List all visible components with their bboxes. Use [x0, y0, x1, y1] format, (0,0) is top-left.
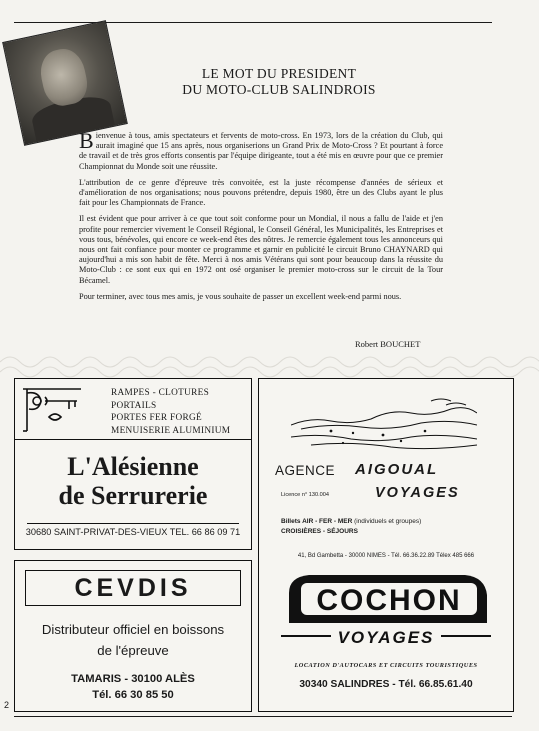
paragraph-3: Il est évident que pour arriver à ce que tout soit conforme pour un Mondial, il nous a fallu de l'aide et j'en profite pour remercier vivement le Conseil Régional, le Conseil Général, les Municipalités, les Entreprises et vous tous, bénévoles, qui encore ce week-end êtes des nôtres. Je remercie également tous les annonceurs qui nous ont fait confiance pour monter ce programme et garnir en publicité le circuit Bruno CHAYNARD qui aujourd'hui a mis son habit de fête. Merci à nos amis Vétérans qui sont pour beaucoup dans la réussite du Moto-Club : ce sont eux qui en 1972 ont osé organiser le premier moto-cross sur le circuit de la Tour Bécamel.	[79, 214, 443, 285]
cevdis-contact	[15, 671, 251, 703]
serrurerie-name-line-2: de Serrurerie	[58, 481, 208, 510]
title-line-1: LE MOT DU PRESIDENT	[201, 66, 357, 81]
cevdis-city: TAMARIS - 30100 ALÈS	[71, 673, 195, 685]
voyages-billets	[281, 517, 421, 527]
ad1-address-rule	[27, 523, 239, 524]
dropcap: B	[79, 128, 94, 153]
voyages-services	[281, 517, 421, 536]
ad-voyages	[258, 378, 514, 712]
service-item: PORTAILS	[111, 400, 157, 411]
bottom-rule	[14, 716, 512, 717]
cochon-bus-logo-icon	[275, 569, 497, 649]
serrurerie-services	[111, 387, 230, 437]
voyages-subtitle: LOCATION D'AUTOCARS ET CIRCUITS TOURISTIQUES	[294, 662, 478, 669]
ad-cevdis	[14, 560, 252, 712]
voyages-agence: AGENCE	[275, 463, 336, 478]
service-item: PORTES FER FORGÉ	[111, 413, 203, 424]
ad-serrurerie	[14, 378, 252, 550]
cochon-logo-sub: VOYAGES	[337, 628, 435, 647]
page-number: 2	[4, 700, 10, 710]
title-line-2: DU MOTO-CLUB SALINDROIS	[182, 82, 376, 97]
cevdis-phone: Tél. 66 30 85 50	[92, 689, 174, 701]
voyages-address: 41, Bd Gambetta - 30000 NIMES - Tél. 66.36.22.89 Télex 485 666	[297, 553, 475, 559]
voyages-croisieres-text: CROISIÈRES - SÉJOURS	[281, 527, 358, 535]
president-portrait-photo	[2, 20, 128, 146]
serrurerie-address: 30680 SAINT-PRIVAT-DES-VIEUX TEL. 66 86 09 71	[25, 527, 241, 537]
watermark-pattern	[0, 350, 539, 380]
top-rule	[14, 22, 492, 23]
voyages-billets-rest: (individuels et groupes)	[352, 518, 422, 525]
cochon-logo-word: COCHON	[316, 584, 462, 617]
cevdis-brand: CEVDIS	[74, 574, 192, 602]
voyages-aigoual: AIGOUAL	[355, 461, 439, 478]
cevdis-brand-box	[25, 570, 241, 606]
service-item: MENUISERIE ALUMINIUM	[111, 425, 231, 436]
cevdis-tagline-line-2: de l'épreuve	[97, 643, 169, 658]
voyages-licence: Licence n° 130.004	[281, 492, 329, 498]
paragraph-2: L'attribution de ce genre d'épreuve très convoitée, est la juste récompense d'années de sérieux et d'amélioration de nos organisations; nous pouvons prétendre, depuis 1980, être un des Clubs ayant le plus fait pour les Championnats de France.	[79, 177, 443, 208]
voyages-billets-bold: Billets AIR - FER - MER	[281, 518, 353, 525]
ad1-divider	[15, 439, 251, 440]
paragraph-4: Pour terminer, avec tous mes amis, je vous souhaite de passer un excellent week-end parmi nous.	[79, 291, 402, 301]
article-title	[118, 66, 440, 98]
serrurerie-name	[15, 452, 251, 510]
signature: Robert BOUCHET	[355, 339, 421, 349]
paragraph-1	[79, 128, 443, 172]
voyages-brand: VOYAGES	[375, 485, 460, 501]
serrurerie-name-line-1: L'Alésienne	[67, 452, 199, 481]
cevdis-tagline	[15, 619, 251, 661]
service-item: RAMPES - CLOTURES	[111, 388, 210, 398]
paragraph-1-text: ienvenue à tous, amis spectateurs et fervents de moto-cross. En 1973, lors de la création du Club, qui aurait imaginé que 15 ans après, nous organiserions un Grand Prix de Moto-Cross ? Et pourtant à force de travail et de très gros efforts consentis par l'équipe dirigeante, tout a été mis en œuvre pour que ce premier Championnat du Monde soit une réussite.	[79, 131, 443, 171]
article-body	[79, 128, 443, 308]
voyages-croisieres	[281, 527, 421, 537]
wrought-iron-key-icon	[19, 383, 85, 435]
mountain-landscape-illustration	[291, 395, 477, 453]
voyages-city-phone: 30340 SALINDRES - Tél. 66.85.61.40	[299, 679, 473, 690]
cevdis-tagline-line-1: Distributeur officiel en boissons	[41, 622, 225, 637]
